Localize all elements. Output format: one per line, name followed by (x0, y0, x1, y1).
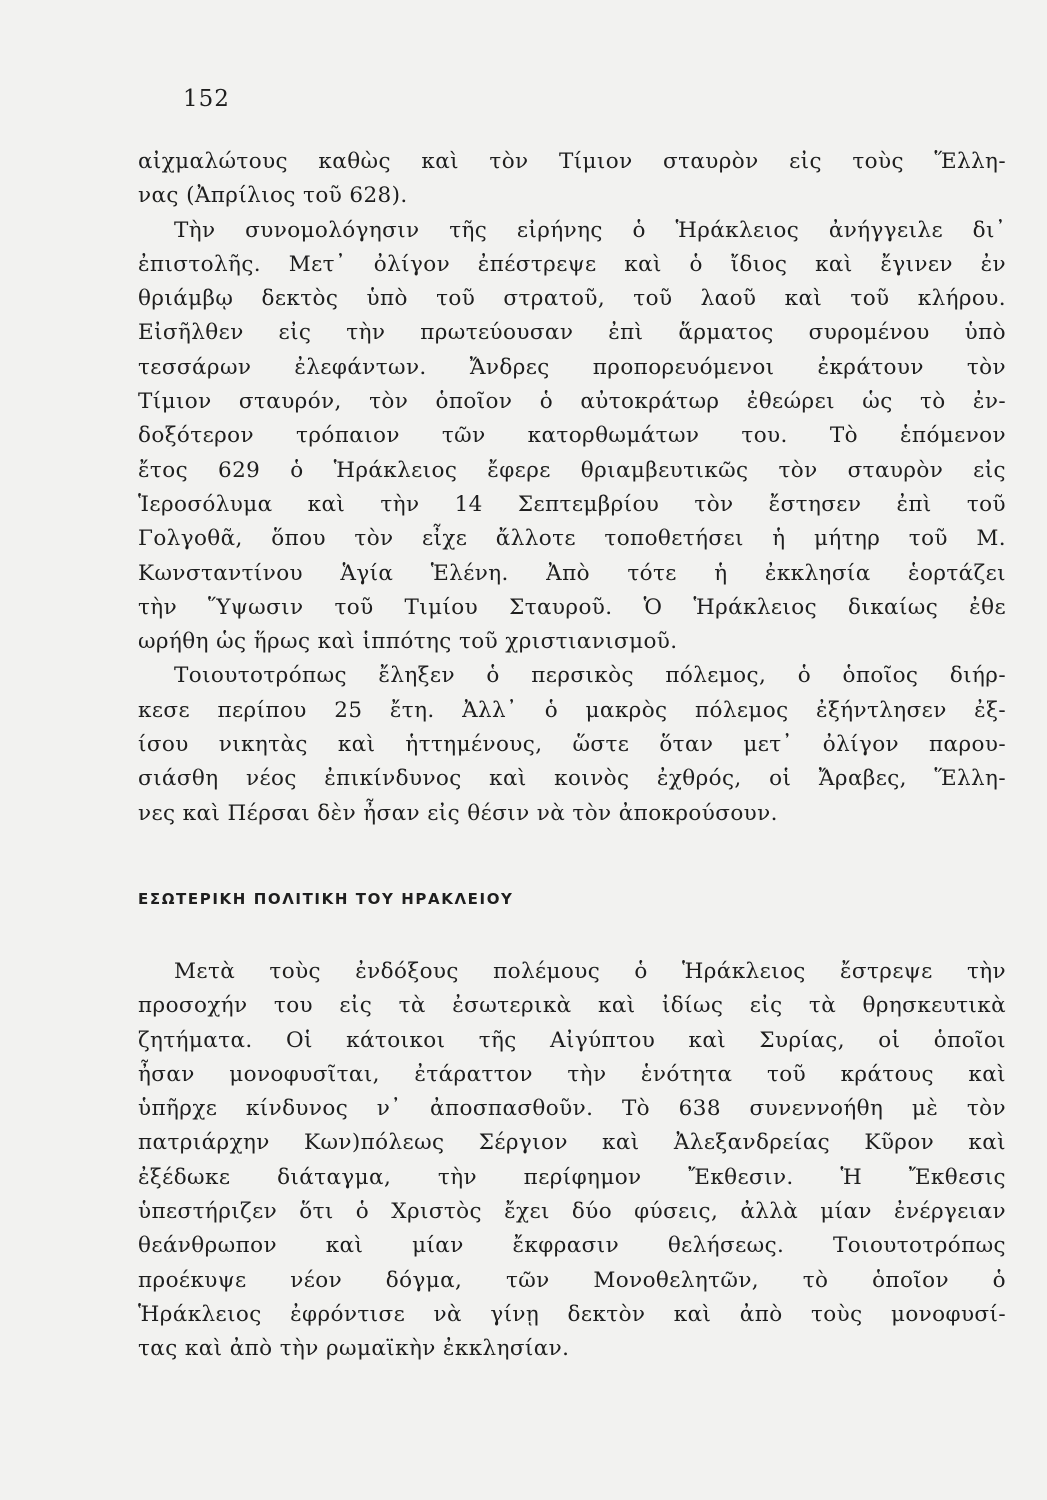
text-block-1 (138, 145, 1006, 831)
text-line: θριάμβῳ δεκτὸς ὑπὸ τοῦ στρατοῦ, τοῦ λαοῦ καὶ τοῦ κλήρου. (138, 286, 1006, 312)
text-line: νες καὶ Πέρσαι δὲν ἦσαν εἰς θέσιν νὰ τὸν ἀποκρούσουν. (138, 800, 778, 826)
text-line: Εἰσῆλθεν εἰς τὴν πρωτεύουσαν ἐπὶ ἅρματος συρομένου ὑπὸ (138, 320, 1006, 346)
text-line: ἐξέδωκε διάταγμα, τὴν περίφημον Ἔκθεσιν. Ἡ Ἔκθεσις (138, 1164, 1006, 1190)
text-line: θεάνθρωπον καὶ μίαν ἔκφρασιν θελήσεως. Τοιουτοτρόπως (138, 1233, 1006, 1259)
text-line: ίσου νικητὰς καὶ ἡττημένους, ὥστε ὅταν μετ᾽ ὀλίγον παρου- (138, 732, 1006, 758)
text-line: αἰχμαλώτους καθὼς καὶ τὸν Τίμιον σταυρὸν εἰς τοὺς Ἕλλη- (138, 149, 1006, 174)
page-number: 152 (183, 86, 230, 112)
text-line: ωρήθη ὡς ἥρως καὶ ἱππότης τοῦ χριστιανισμοῦ. (138, 629, 678, 655)
section-heading: ΕΣΩΤΕΡΙΚΗ ΠΟΛΙΤΙΚΗ ΤΟΥ ΗΡΑΚΛΕΙΟΥ (138, 890, 514, 908)
text-line: Ἡράκλειος ἐφρόντισε νὰ γίνῃ δεκτὸν καὶ ἀπὸ τοὺς μονοφυσί- (138, 1301, 1006, 1327)
text-line: νας (Ἀπρίλιος τοῦ 628). (138, 183, 408, 209)
text-line: ἔτος 629 ὁ Ἡράκλειος ἔφερε θριαμβευτικῶς τὸν σταυρὸν εἰς (138, 457, 1006, 483)
text-line: τεσσάρων ἐλεφάντων. Ἄνδρες προπορευόμενοι ἐκράτουν τὸν (138, 354, 1006, 380)
text-line: τας καὶ ἀπὸ τὴν ρωμαϊκὴν ἐκκλησίαν. (138, 1336, 570, 1362)
text-line: Κωνσταντίνου Ἁγία Ἑλένη. Ἀπὸ τότε ἡ ἐκκλησία ἑορτάζει (138, 560, 1006, 586)
text-line: ὑπῆρχε κίνδυνος ν᾽ ἀποσπασθοῦν. Τὸ 638 συνεννοήθη μὲ τὸν (138, 1096, 1006, 1122)
text-line: ἦσαν μονοφυσῖται, ἐτάραττον τὴν ἑνότητα τοῦ κράτους καὶ (138, 1061, 1006, 1087)
text-line: πατριάρχην Κων)πόλεως Σέργιον καὶ Ἀλεξανδρείας Κῦρον καὶ (138, 1130, 1006, 1156)
text-line: προέκυψε νέον δόγμα, τῶν Μονοθελητῶν, τὸ ὁποῖον ὁ (138, 1267, 1006, 1293)
text-line: Τοιουτοτρόπως ἔληξεν ὁ περσικὸς πόλεμος, ὁ ὁποῖος διήρ- (174, 663, 1006, 689)
text-line: Τίμιον σταυρόν, τὸν ὁποῖον ὁ αὐτοκράτωρ ἐθεώρει ὡς τὸ ἐν- (138, 389, 1006, 415)
text-block-2 (138, 955, 1006, 1367)
text-line: Τὴν συνομολόγησιν τῆς εἰρήνης ὁ Ἡράκλειος ἀνήγγειλε δι᾽ (174, 217, 1006, 243)
text-line: Γολγοθᾶ, ὅπου τὸν εἶχε ἄλλοτε τοποθετήσει ἡ μήτηρ τοῦ Μ. (138, 526, 1006, 552)
text-line: τὴν Ὕψωσιν τοῦ Τιμίου Σταυροῦ. Ὁ Ἡράκλειος δικαίως ἐθε (138, 594, 1006, 620)
text-line: Ἱεροσόλυμα καὶ τὴν 14 Σεπτεμβρίου τὸν ἔστησεν ἐπὶ τοῦ (138, 491, 1006, 517)
text-line: προσοχήν του εἰς τὰ ἐσωτερικὰ καὶ ἰδίως εἰς τὰ θρησκευτικὰ (138, 993, 1006, 1019)
text-line: δοξότερον τρόπαιον τῶν κατορθωμάτων του. Τὸ ἑπόμενον (138, 423, 1006, 449)
text-line: ὑπεστήριζεν ὅτι ὁ Χριστὸς ἔχει δύο φύσεις, ἀλλὰ μίαν ἐνέργειαν (138, 1199, 1006, 1225)
text-line: ἐπιστολῆς. Μετ᾽ ὀλίγον ἐπέστρεψε καὶ ὁ ἴδιος καὶ ἔγινεν ἐν (138, 251, 1006, 277)
text-line: κεσε περίπου 25 ἔτη. Ἀλλ᾽ ὁ μακρὸς πόλεμος ἐξήντλησεν ἐξ- (138, 697, 1006, 723)
text-line: σιάσθη νέος ἐπικίνδυνος καὶ κοινὸς ἐχθρός, οἱ Ἄραβες, Ἕλλη- (138, 766, 1006, 792)
text-line: Μετὰ τοὺς ἐνδόξους πολέμους ὁ Ἡράκλειος ἔστρεψε τὴν (174, 959, 1006, 984)
text-line: ζητήματα. Οἱ κάτοικοι τῆς Αἰγύπτου καὶ Συρίας, οἱ ὁποῖοι (138, 1027, 1006, 1053)
